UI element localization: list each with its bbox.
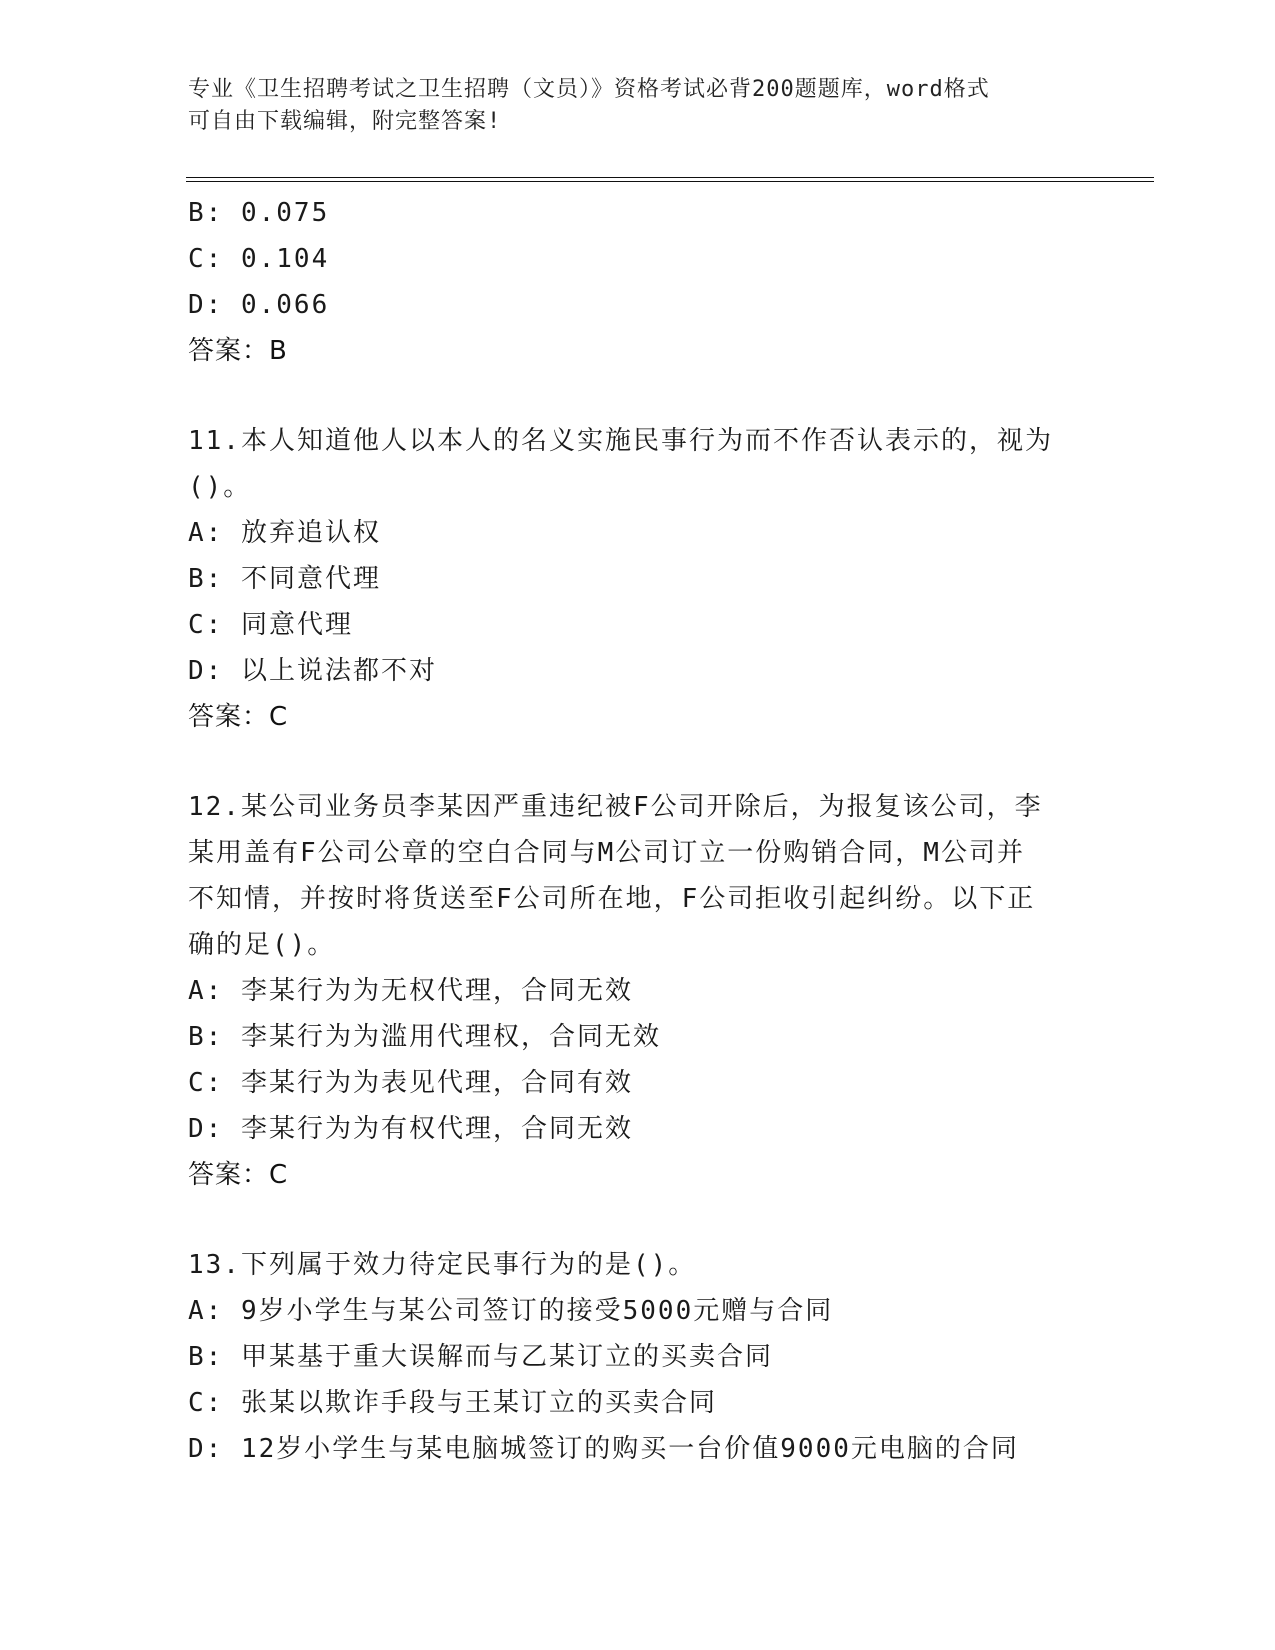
option-b: B: 李某行为为滥用代理权，合同无效 (188, 1022, 661, 1052)
question-stem: 13.下列属于效力待定民事行为的是()。 (188, 1250, 697, 1280)
spacer (188, 740, 1088, 784)
option-d: D: 李某行为为有权代理，合同无效 (188, 1114, 633, 1144)
option-c: C: 同意代理 (188, 610, 353, 640)
question-10-tail (188, 190, 1088, 374)
option-d: D: 以上说法都不对 (188, 656, 437, 686)
option-c: C: 李某行为为表见代理，合同有效 (188, 1068, 633, 1098)
question-13 (188, 1242, 1088, 1472)
question-stem: 某用盖有F公司公章的空白合同与M公司订立一份购销合同，M公司并 (188, 838, 1025, 868)
question-12 (188, 784, 1088, 1198)
question-stem: 确的足()。 (188, 930, 336, 960)
option-a: A: 李某行为为无权代理，合同无效 (188, 976, 633, 1006)
header-title-line-1: 专业《卫生招聘考试之卫生招聘（文员）》资格考试必背200题题库，word格式 (188, 77, 990, 102)
question-content (188, 190, 1088, 1472)
spacer (188, 1198, 1088, 1242)
answer-line: 答案：C (188, 1160, 289, 1190)
answer-line: 答案：C (188, 702, 289, 732)
document-header (188, 74, 1068, 138)
option-a: A: 9岁小学生与某公司签订的接受5000元赠与合同 (188, 1296, 834, 1326)
option-b: B: 0.075 (188, 198, 330, 228)
question-stem: ()。 (188, 472, 252, 502)
question-stem: 12.某公司业务员李某因严重违纪被F公司开除后，为报复该公司，李 (188, 792, 1043, 822)
header-divider-thin (186, 181, 1154, 182)
option-c: C: 张某以欺诈手段与王某订立的买卖合同 (188, 1388, 717, 1418)
option-a: A: 放弃追认权 (188, 518, 381, 548)
option-d: D: 12岁小学生与某电脑城签订的购买一台价值9000元电脑的合同 (188, 1434, 1019, 1464)
option-d: D: 0.066 (188, 290, 330, 320)
header-divider-thick (186, 177, 1154, 178)
spacer (188, 374, 1088, 418)
header-title-line-2: 可自由下载编辑，附完整答案! (188, 109, 502, 134)
question-stem: 11.本人知道他人以本人的名义实施民事行为而不作否认表示的，视为 (188, 426, 1053, 456)
answer-line: 答案：B (188, 336, 288, 366)
option-b: B: 不同意代理 (188, 564, 381, 594)
option-b: B: 甲某基于重大误解而与乙某订立的买卖合同 (188, 1342, 773, 1372)
question-stem: 不知情，并按时将货送至F公司所在地，F公司拒收引起纠纷。以下正 (188, 884, 1036, 914)
option-c: C: 0.104 (188, 244, 330, 274)
question-11 (188, 418, 1088, 740)
